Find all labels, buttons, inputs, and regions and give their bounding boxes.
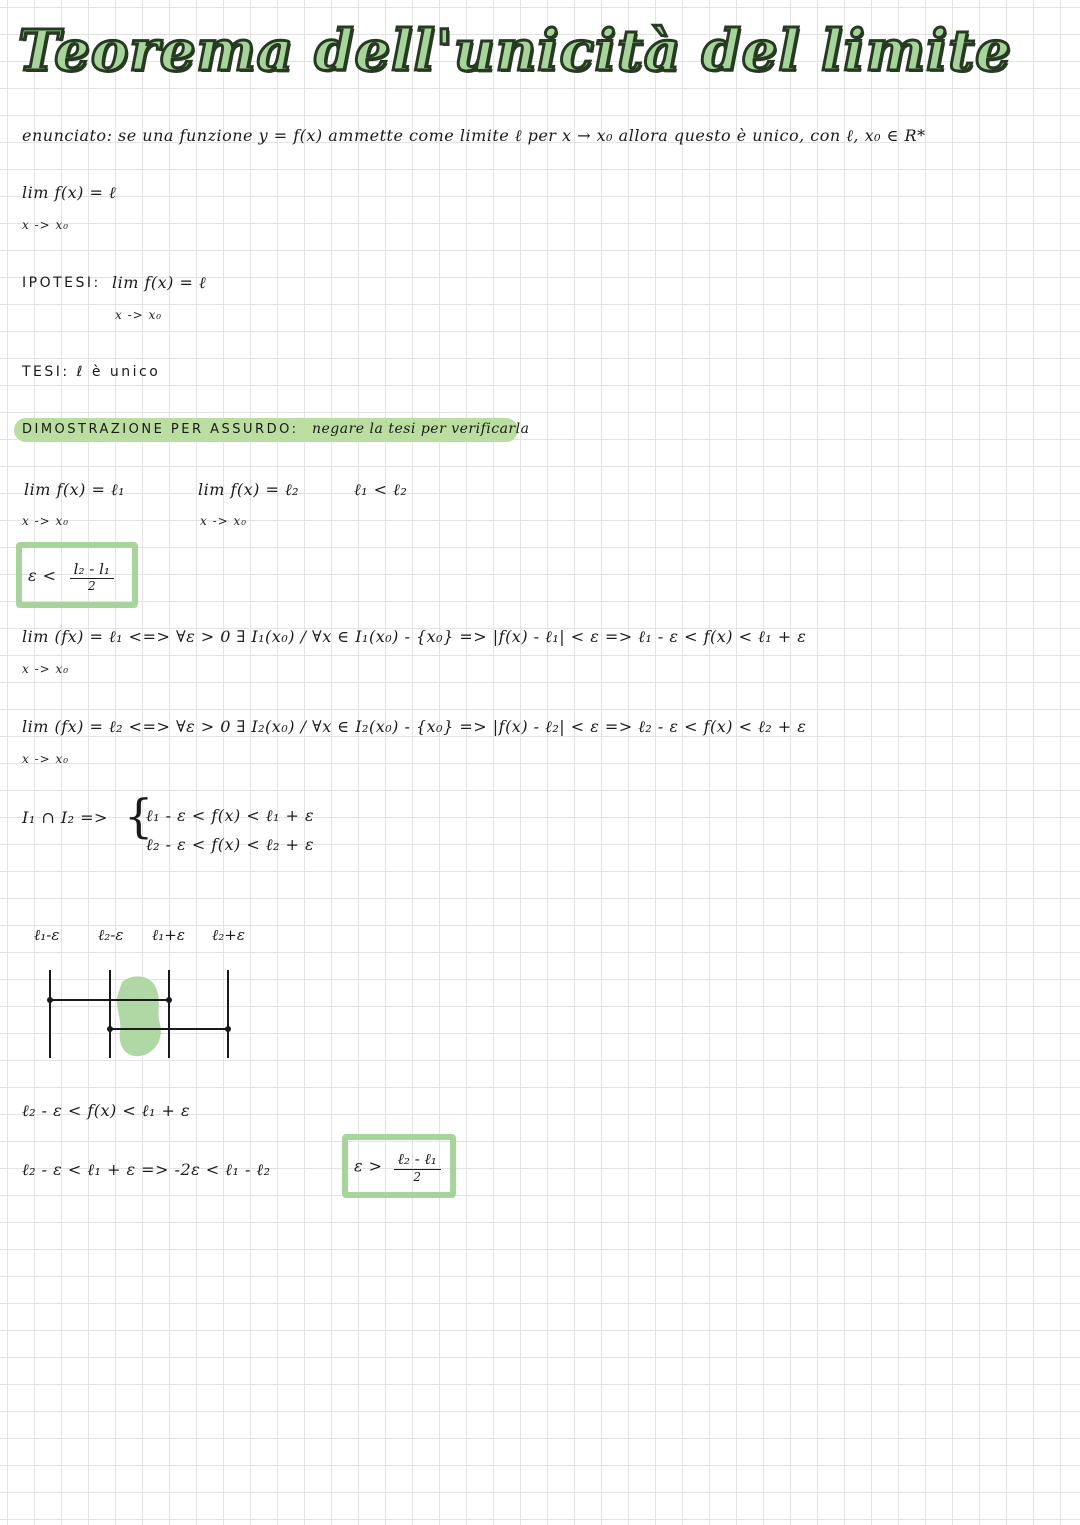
result-inequality: ℓ₂ - ε < f(x) < ℓ₁ + ε [22, 1101, 191, 1120]
endpoint [47, 997, 53, 1003]
page-title: Teorema dell'unicità del limite [18, 18, 1012, 84]
final-epsilon-box [342, 1134, 456, 1198]
epsilon-prefix: ε < [28, 566, 57, 585]
limit-l2-subscript: x -> x₀ [200, 514, 248, 528]
label-l1-minus-eps: ℓ₁-ε [34, 926, 60, 944]
definition-l2-subscript: x -> x₀ [22, 752, 70, 766]
system-line-2: ℓ₂ - ε < f(x) < ℓ₂ + ε [146, 835, 315, 854]
proof-note: negare la tesi per verificarla [312, 421, 530, 437]
hypothesis-expression: lim f(x) = ℓ [112, 273, 207, 292]
proof-heading: DIMOSTRAZIONE PER ASSURDO: [22, 422, 299, 437]
hypothesis-label: IPOTESI: [22, 275, 101, 291]
epsilon-box [16, 542, 138, 608]
final-epsilon-prefix: ε > [354, 1156, 383, 1176]
system-line-1: ℓ₁ - ε < f(x) < ℓ₁ + ε [146, 806, 315, 825]
thesis: TESI: ℓ è unico [22, 364, 161, 380]
final-denominator: 2 [413, 1170, 422, 1184]
label-l2-minus-eps: ℓ₂-ε [98, 926, 124, 944]
system-brace: { [124, 789, 154, 843]
label-l1-plus-eps: ℓ₁+ε [152, 926, 185, 944]
epsilon-denominator: 2 [87, 579, 96, 593]
definition-l1: lim (fx) = ℓ₁ <=> ∀ε > 0 ∃ I₁(x₀) / ∀x ∈ I₁(x₀) - {x₀} => |f(x) - ℓ₁| < ε => ℓ₁ - ε < f(x) < ℓ₁ + ε [22, 627, 807, 646]
intersection-highlight [117, 976, 161, 1056]
limit-l1: lim f(x) = ℓ₁ [24, 480, 126, 499]
hypothesis-subscript: x -> x₀ [115, 308, 163, 322]
label-l2-plus-eps: ℓ₂+ε [212, 926, 245, 944]
limit-l2: lim f(x) = ℓ₂ [198, 480, 300, 499]
epsilon-fraction [70, 560, 114, 593]
result-derivation: ℓ₂ - ε < ℓ₁ + ε => -2ε < ℓ₁ - ℓ₂ [22, 1160, 271, 1179]
endpoint [107, 1026, 113, 1032]
endpoint [166, 997, 172, 1003]
definition-l1-subscript: x -> x₀ [22, 662, 70, 676]
interval-diagram [30, 960, 250, 1070]
endpoint [225, 1026, 231, 1032]
theorem-statement: enunciato: se una funzione y = f(x) ammette come limite ℓ per x → x₀ allora questo è unico, con ℓ, x₀ ∈ R* [22, 126, 926, 145]
final-numerator: ℓ₂ - ℓ₁ [394, 1150, 441, 1170]
order-relation: ℓ₁ < ℓ₂ [354, 480, 408, 499]
epsilon-numerator: l₂ - l₁ [70, 560, 114, 579]
limit-expression: lim f(x) = ℓ [22, 183, 117, 202]
limit-l1-subscript: x -> x₀ [22, 514, 70, 528]
limit-subscript: x -> x₀ [22, 218, 70, 232]
final-epsilon-fraction [394, 1150, 441, 1184]
definition-l2: lim (fx) = ℓ₂ <=> ∀ε > 0 ∃ I₂(x₀) / ∀x ∈ I₂(x₀) - {x₀} => |f(x) - ℓ₂| < ε => ℓ₂ - ε < f(x) < ℓ₂ + ε [22, 717, 807, 736]
system-prefix: I₁ ∩ I₂ => [22, 808, 108, 827]
